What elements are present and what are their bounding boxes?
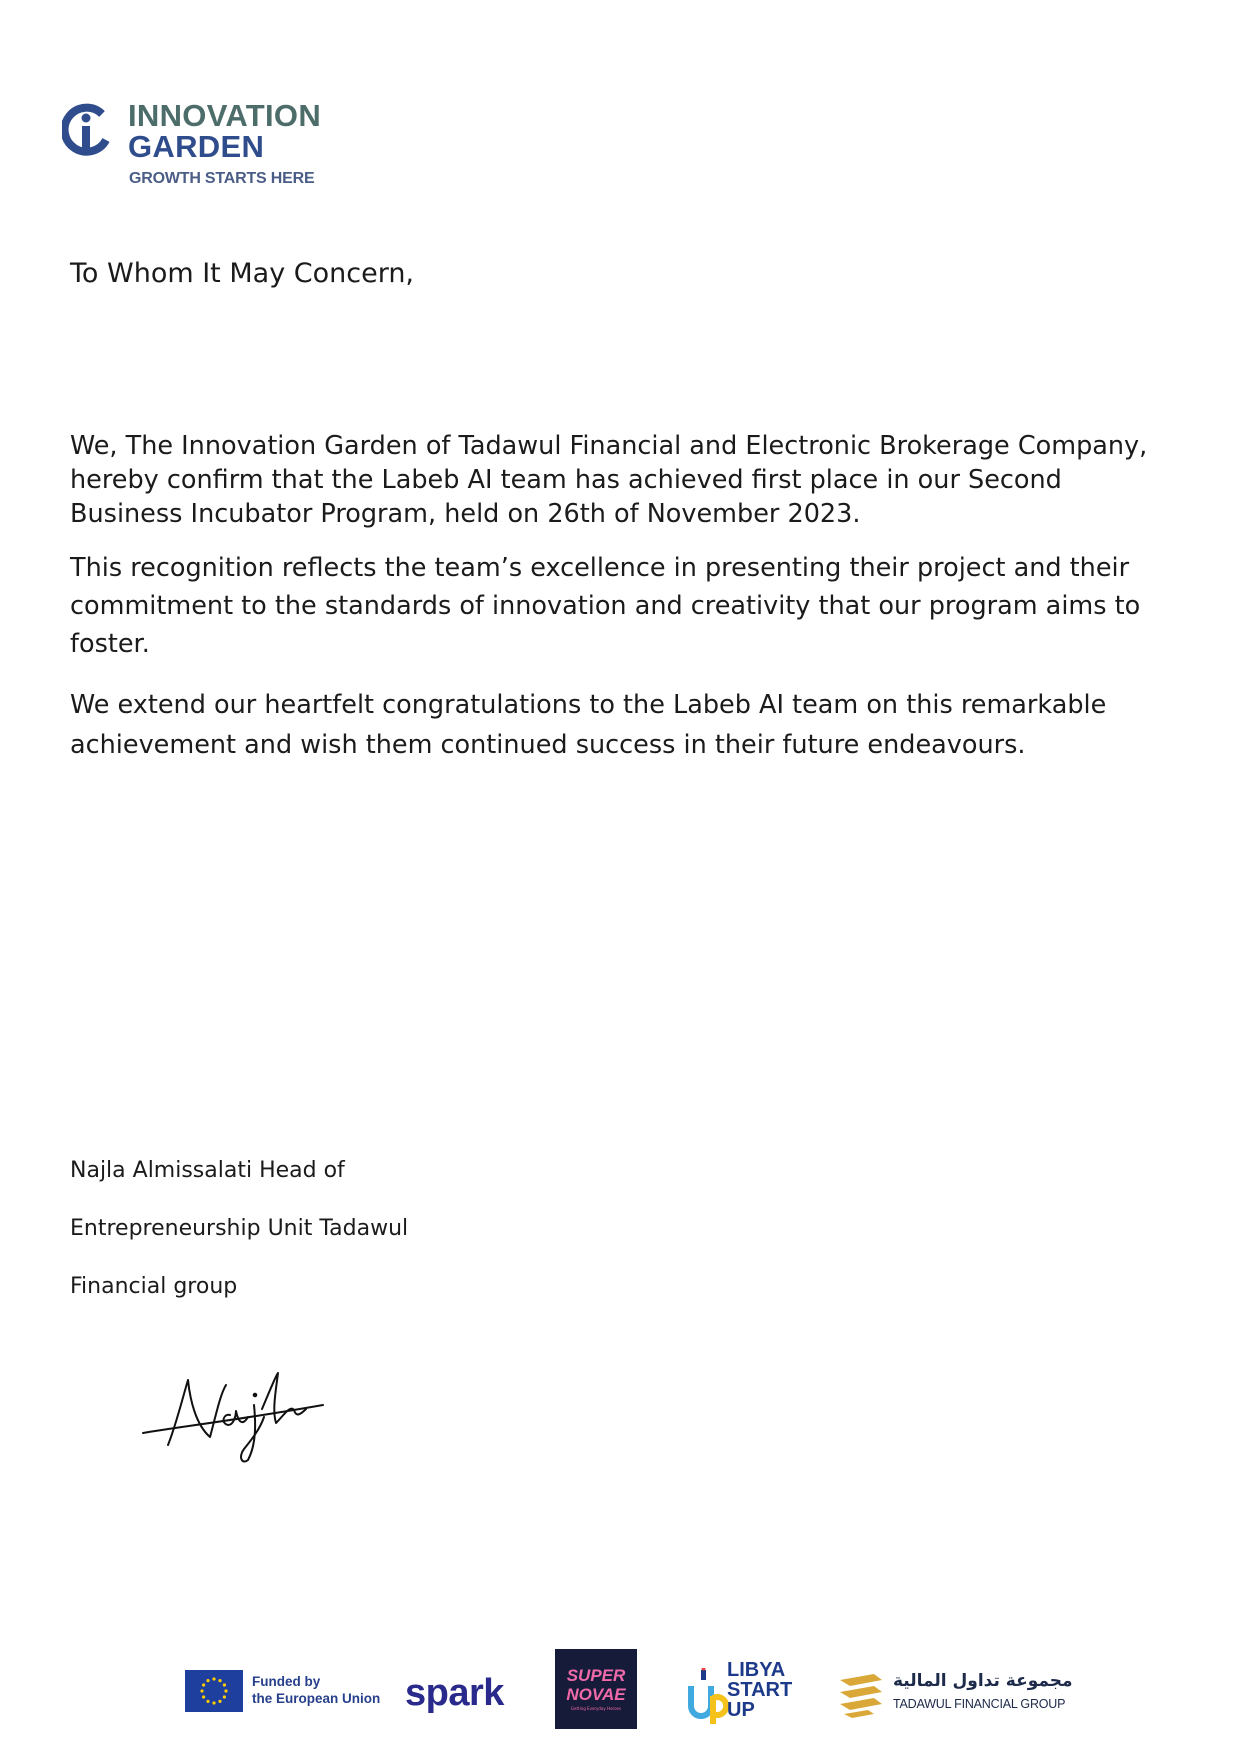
supernovae-wordmark: SUPER NOVAE [566, 1666, 626, 1704]
eu-funding-logo [185, 1670, 385, 1714]
supernovae-subtitle: Getting Everyday Heroes [570, 1706, 622, 1711]
logo-line-innovation: INNOVATION [128, 98, 322, 133]
tadawul-arabic-name: مجموعة تداول المالية [893, 1671, 1073, 1691]
spark-logo: spark [405, 1672, 504, 1714]
tadawul-financial-group-logo [838, 1670, 1078, 1720]
innovation-garden-logo [62, 100, 362, 190]
logo-line-garden: GARDEN [128, 129, 265, 164]
handwritten-signature [138, 1365, 328, 1475]
signatory-line-2: Entrepreneurship Unit Tadawul [70, 1216, 409, 1241]
supernovae-logo [555, 1649, 637, 1729]
body-paragraph-confirmation: We, The Innovation Garden of Tadawul Financial and Electronic Brokerage Company, hereby confirm that the Labeb AI team has achieved first place in our Second Business Incubator Program, held on 26th of November 2023. [70, 431, 1148, 529]
signatory-line-3: Financial group [70, 1274, 238, 1299]
logo-wordmark [128, 100, 321, 162]
innovation-garden-i-icon [62, 102, 114, 160]
libya-startup-logo [685, 1658, 810, 1728]
body-paragraph-congratulations: We extend our heartfelt congratulations to the Labeb AI team on this remarkable achievement and wish them continued success in their future endeavours. [70, 690, 1107, 760]
eu-funding-text: Funded by the European Union [252, 1674, 381, 1706]
salutation: To Whom It May Concern, [70, 258, 415, 289]
eu-flag-icon [185, 1670, 243, 1712]
logo-tagline: GROWTH STARTS HERE [129, 170, 315, 187]
body-paragraph-recognition: This recognition reflects the team’s excellence in presenting their project and their commitment to the standards of innovation and creativity that our program aims to foster. [70, 553, 1141, 659]
libya-startup-up-icon [685, 1668, 729, 1724]
tadawul-wave-icon [838, 1670, 886, 1718]
tadawul-english-name: TADAWUL FINANCIAL GROUP [893, 1697, 1066, 1711]
partner-logos-footer [180, 1640, 1080, 1730]
signatory-line-1: Najla Almissalati Head of [70, 1158, 345, 1183]
libya-startup-wordmark: LIBYA START UP [727, 1659, 793, 1721]
